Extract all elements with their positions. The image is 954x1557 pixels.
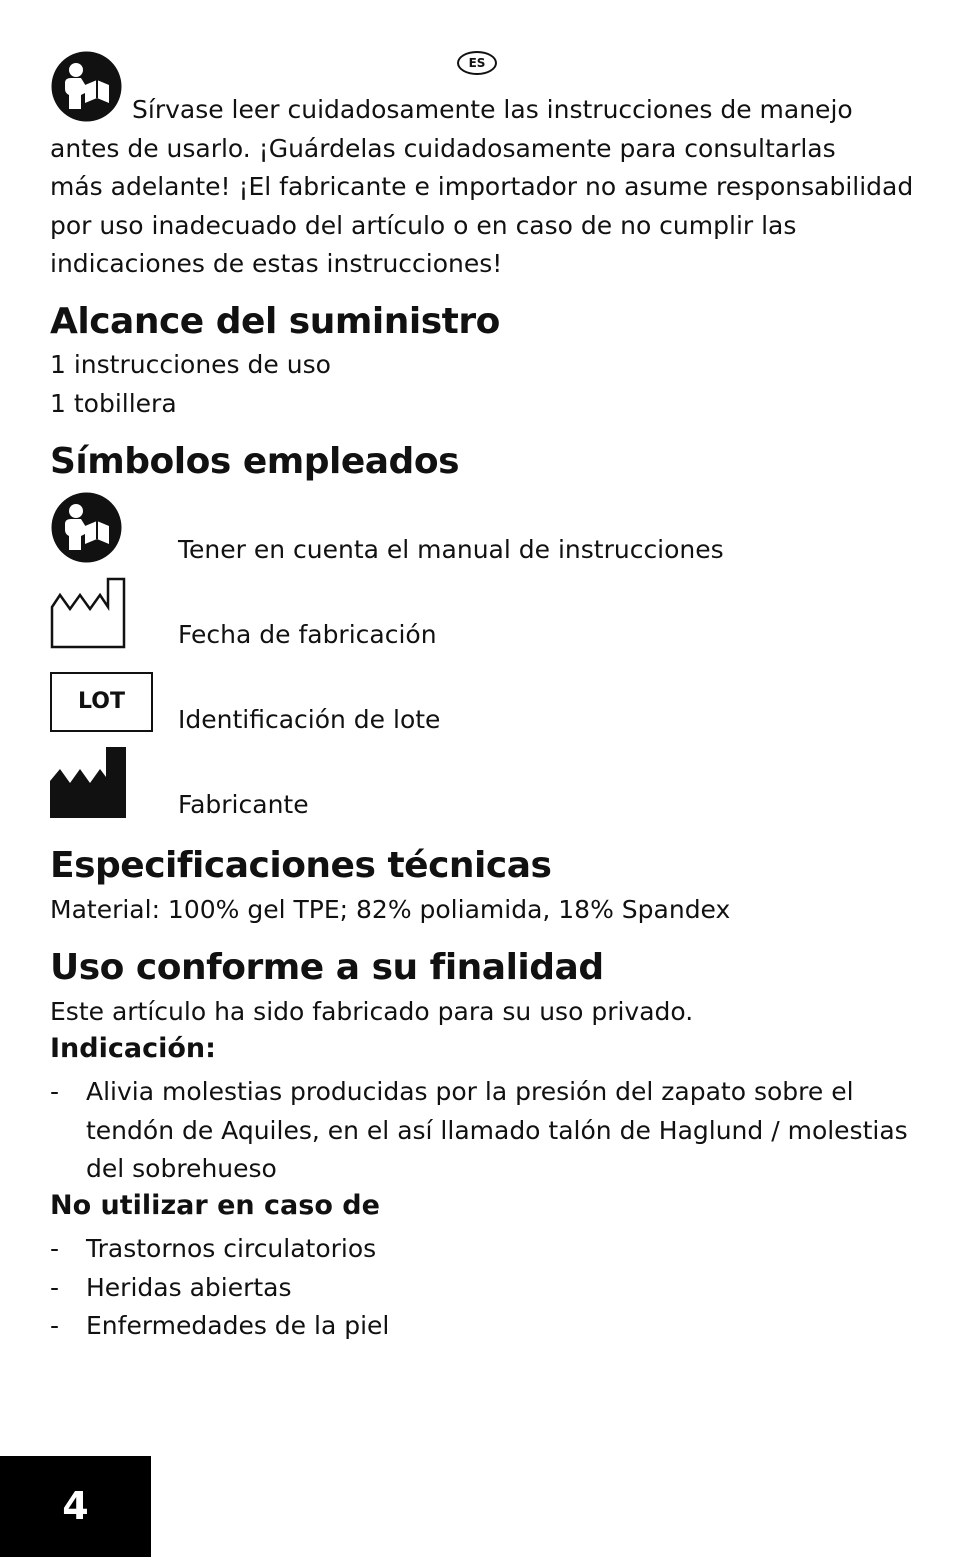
list-item	[50, 1307, 920, 1346]
intro-line: indicaciones de estas instrucciones!	[50, 249, 503, 278]
symbol-label: Fabricante	[178, 790, 309, 819]
indication-list	[50, 1073, 920, 1189]
intro-line: antes de usarlo. ¡Guárdelas cuidadosamente para consultarlas	[50, 133, 836, 163]
intro-line: Sírvase leer cuidadosamente las instrucciones de manejo	[132, 95, 853, 124]
list-item	[50, 1230, 920, 1269]
bullet-dash: -	[50, 1234, 60, 1263]
list-item	[50, 1073, 920, 1189]
supply-list	[50, 346, 331, 423]
lot-icon: LOT	[50, 672, 153, 732]
read-manual-icon	[51, 492, 122, 563]
contraindication-heading: No utilizar en caso de	[50, 1190, 380, 1221]
intro-line: por uso inadecuado del artículo o en caso de no cumplir las	[50, 210, 797, 240]
supply-heading: Alcance del suministro	[50, 301, 500, 342]
symbol-label: Fecha de fabricación	[178, 620, 437, 649]
usage-heading: Uso conforme a su finalidad	[50, 947, 604, 988]
page-number: 4	[0, 1456, 151, 1557]
bullet-dash: -	[50, 1272, 60, 1302]
symbol-label: Identificación de lote	[178, 705, 441, 734]
list-item-text: Trastornos circulatorios	[86, 1234, 377, 1263]
bullet-dash: -	[50, 1311, 60, 1340]
list-item	[50, 1269, 920, 1308]
language-badge: ES	[457, 51, 497, 75]
list-item-text: Alivia molestias producidas por la presión del zapato sobre el tendón de Aquiles, en el así llamado talón de Haglund / molestias del sobrehueso	[86, 1077, 908, 1183]
manufacture-date-icon	[50, 577, 126, 649]
list-item-text: Heridas abiertas	[86, 1272, 292, 1302]
specs-heading: Especificaciones técnicas	[50, 845, 552, 886]
list-item: 1 tobillera	[50, 388, 177, 418]
indication-heading: Indicación:	[50, 1033, 216, 1064]
intro-line: más adelante! ¡El fabricante e importador no asume responsabilidad	[50, 172, 914, 201]
list-item: 1 instrucciones de uso	[50, 350, 331, 379]
intro-paragraph	[50, 91, 920, 284]
list-item-text: Enfermedades de la piel	[86, 1311, 390, 1340]
specs-text: Material: 100% gel TPE; 82% poliamida, 18% Spandex	[50, 895, 731, 924]
manufacturer-icon	[50, 747, 126, 818]
symbols-heading: Símbolos empleados	[50, 441, 459, 482]
contraindication-list	[50, 1230, 920, 1346]
usage-text: Este artículo ha sido fabricado para su uso privado.	[50, 997, 694, 1026]
bullet-dash: -	[50, 1077, 60, 1106]
symbol-label: Tener en cuenta el manual de instrucciones	[178, 535, 724, 564]
